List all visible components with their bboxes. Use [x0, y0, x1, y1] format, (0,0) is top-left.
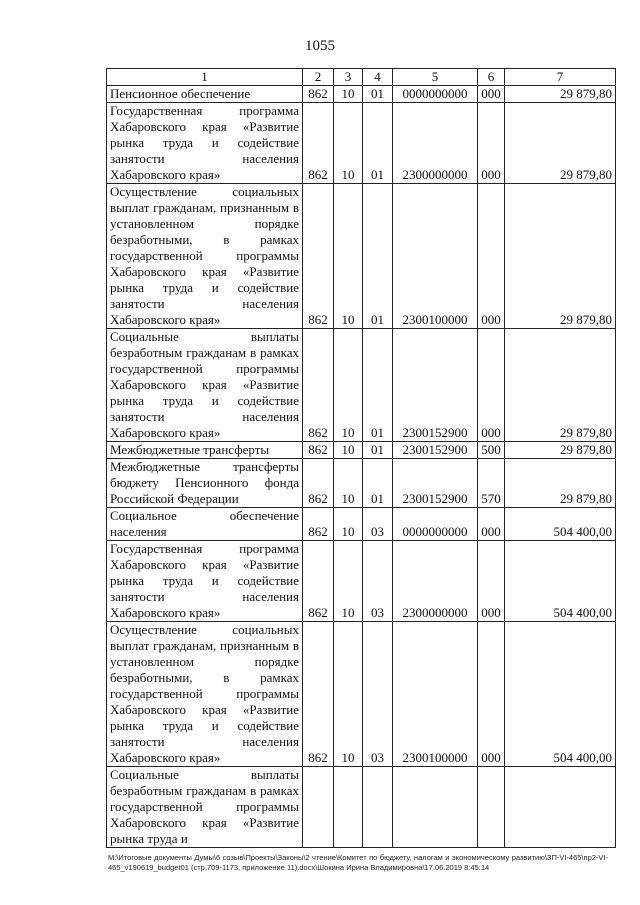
table-row	[107, 86, 616, 103]
row-target-article: 2300000000	[393, 103, 478, 184]
row-target-article: 2300100000	[393, 184, 478, 329]
row-subsection-code: 01	[363, 442, 393, 459]
header-col-7: 7	[505, 69, 616, 86]
row-name: Социальные выплаты безработным гражданам в рамках государственной программы Хабаровского края «Развитие рынка труда и содействие занятости населения Хабаровского края»	[107, 329, 303, 442]
row-ministry-code: 862	[303, 184, 334, 329]
row-target-article: 2300152900	[393, 442, 478, 459]
row-section-code: 10	[334, 622, 363, 767]
row-name: Межбюджетные трансферты	[107, 442, 303, 459]
row-amount: 504 400,00	[505, 622, 616, 767]
header-col-4: 4	[363, 69, 393, 86]
row-name: Государственная программа Хабаровского края «Развитие рынка труда и содействие занятости населения Хабаровского края»	[107, 103, 303, 184]
row-section-code: 10	[334, 329, 363, 442]
row-ministry-code: 862	[303, 103, 334, 184]
row-amount: 29 879,80	[505, 86, 616, 103]
row-ministry-code: 862	[303, 541, 334, 622]
row-amount: 29 879,80	[505, 459, 616, 508]
row-subsection-code: 01	[363, 184, 393, 329]
row-name: Осуществление социальных выплат гражданам, признанным в установленном порядке безработными, в рамках государственной программы Хабаровского края «Развитие рынка труда и содействие занятости населения Хабаровского края»	[107, 622, 303, 767]
row-target-article: 2300000000	[393, 541, 478, 622]
header-row	[107, 69, 616, 86]
row-section-code: 10	[334, 442, 363, 459]
row-ministry-code	[303, 767, 334, 848]
row-expense-type: 570	[478, 459, 505, 508]
row-amount: 29 879,80	[505, 103, 616, 184]
row-section-code: 10	[334, 86, 363, 103]
file-path-footer: M:\Итоговые документы Думы\6 созыв\Проекты\Законы\2 чтение\Комитет по бюджету, налогам и экономическому развитию\ЗП-VI-465\пр2-VI-465_v190619_budget01 (стр.709-1173, приложение 11).docx\Шокина Ирина Владимировна\17.06.2019 8:45:14	[108, 853, 608, 872]
row-ministry-code: 862	[303, 86, 334, 103]
row-section-code: 10	[334, 459, 363, 508]
row-expense-type: 000	[478, 622, 505, 767]
row-ministry-code: 862	[303, 508, 334, 541]
row-amount: 504 400,00	[505, 541, 616, 622]
row-name: Пенсионное обеспечение	[107, 86, 303, 103]
row-ministry-code: 862	[303, 459, 334, 508]
budget-table	[106, 68, 616, 848]
row-name: Государственная программа Хабаровского края «Развитие рынка труда и содействие занятости населения Хабаровского края»	[107, 541, 303, 622]
row-subsection-code: 03	[363, 508, 393, 541]
table-row	[107, 767, 616, 848]
row-subsection-code: 03	[363, 541, 393, 622]
row-expense-type: 000	[478, 329, 505, 442]
row-amount: 504 400,00	[505, 508, 616, 541]
header-col-5: 5	[393, 69, 478, 86]
table-row	[107, 508, 616, 541]
row-amount	[505, 767, 616, 848]
row-subsection-code: 03	[363, 622, 393, 767]
row-target-article: 0000000000	[393, 508, 478, 541]
row-expense-type: 000	[478, 184, 505, 329]
row-expense-type: 500	[478, 442, 505, 459]
row-target-article	[393, 767, 478, 848]
row-amount: 29 879,80	[505, 329, 616, 442]
table-row	[107, 442, 616, 459]
table-row	[107, 459, 616, 508]
row-section-code: 10	[334, 508, 363, 541]
row-section-code: 10	[334, 103, 363, 184]
row-target-article: 2300152900	[393, 459, 478, 508]
row-subsection-code: 01	[363, 103, 393, 184]
row-name: Социальное обеспечение населения	[107, 508, 303, 541]
header-col-1: 1	[107, 69, 303, 86]
row-amount: 29 879,80	[505, 442, 616, 459]
header-col-6: 6	[478, 69, 505, 86]
row-subsection-code: 01	[363, 329, 393, 442]
row-expense-type: 000	[478, 508, 505, 541]
row-section-code: 10	[334, 184, 363, 329]
table-row	[107, 329, 616, 442]
row-target-article: 2300152900	[393, 329, 478, 442]
row-subsection-code: 01	[363, 86, 393, 103]
row-name: Социальные выплаты безработным гражданам в рамках государственной программы Хабаровского края «Развитие рынка труда и	[107, 767, 303, 848]
row-ministry-code: 862	[303, 442, 334, 459]
row-target-article: 0000000000	[393, 86, 478, 103]
row-amount: 29 879,80	[505, 184, 616, 329]
row-name: Осуществление социальных выплат гражданам, признанным в установленном порядке безработными, в рамках государственной программы Хабаровского края «Развитие рынка труда и содействие занятости населения Хабаровского края»	[107, 184, 303, 329]
row-ministry-code: 862	[303, 329, 334, 442]
row-section-code	[334, 767, 363, 848]
row-expense-type	[478, 767, 505, 848]
table-row	[107, 622, 616, 767]
header-col-3: 3	[334, 69, 363, 86]
row-target-article: 2300100000	[393, 622, 478, 767]
row-subsection-code: 01	[363, 459, 393, 508]
row-ministry-code: 862	[303, 622, 334, 767]
header-col-2: 2	[303, 69, 334, 86]
row-subsection-code	[363, 767, 393, 848]
row-expense-type: 000	[478, 103, 505, 184]
page-number: 1055	[305, 38, 335, 54]
table-row	[107, 103, 616, 184]
row-expense-type: 000	[478, 541, 505, 622]
row-section-code: 10	[334, 541, 363, 622]
row-name: Межбюджетные трансферты бюджету Пенсионного фонда Российской Федерации	[107, 459, 303, 508]
table-row	[107, 184, 616, 329]
row-expense-type: 000	[478, 86, 505, 103]
table-row	[107, 541, 616, 622]
